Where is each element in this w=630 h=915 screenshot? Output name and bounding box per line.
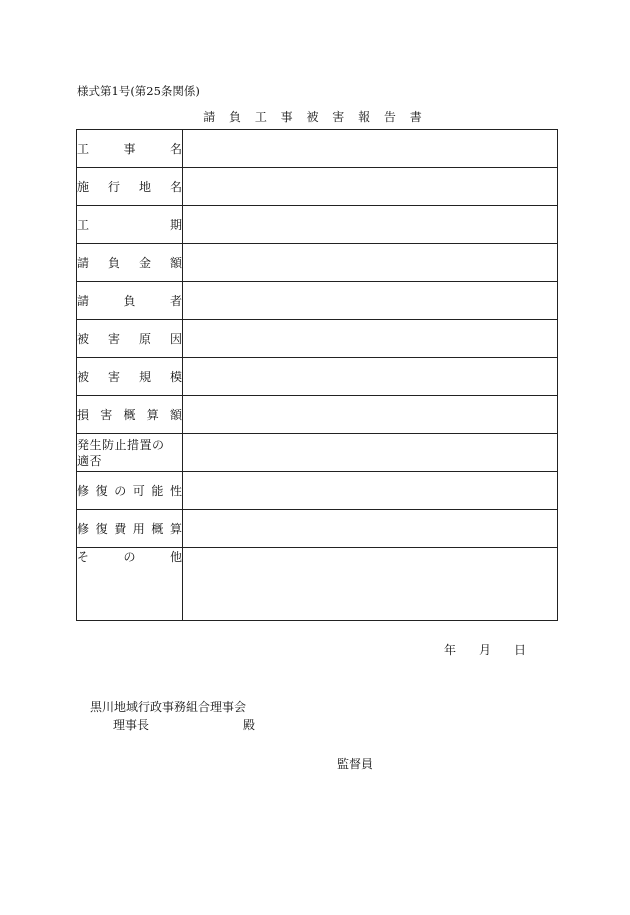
value-contractor[interactable]	[183, 282, 558, 320]
label-char: の	[114, 484, 127, 498]
label-damage-cause	[77, 320, 183, 358]
row-estimated-loss	[77, 396, 558, 434]
row-site-location	[77, 168, 558, 206]
label-char: 行	[107, 180, 120, 194]
label-contractor	[77, 282, 183, 320]
date-line	[444, 641, 526, 658]
row-repair-feasibility	[77, 472, 558, 510]
label-char: 概	[123, 408, 136, 422]
label-char: 負	[123, 294, 136, 308]
label-char: 請	[77, 256, 90, 270]
label-line: 適否	[77, 453, 103, 468]
label-char: 算	[169, 522, 182, 536]
date-day: 日	[513, 643, 526, 657]
label-char: 工	[77, 142, 90, 156]
addressee-organization: 黒川地域行政事務組合理事会	[90, 700, 247, 714]
label-char: 修	[77, 522, 90, 536]
label-repair-feasibility	[77, 472, 183, 510]
label-other	[77, 548, 183, 621]
label-char: 請	[77, 294, 90, 308]
value-contract-amount[interactable]	[183, 244, 558, 282]
addressee-title: 理事長	[113, 718, 150, 732]
label-char: 可	[132, 484, 145, 498]
form-number: 様式第1号(第25条関係)	[77, 84, 200, 98]
label-prevention-measures	[77, 434, 183, 472]
label-char: 能	[151, 484, 164, 498]
label-char: 損	[77, 408, 90, 422]
row-other	[77, 548, 558, 621]
row-contractor	[77, 282, 558, 320]
value-construction-name[interactable]	[183, 130, 558, 168]
label-char: 名	[169, 180, 182, 194]
label-char: 額	[169, 256, 182, 270]
label-char: 復	[95, 522, 108, 536]
label-char: 害	[107, 370, 120, 384]
row-construction-name	[77, 130, 558, 168]
value-repair-cost[interactable]	[183, 510, 558, 548]
label-char: 修	[77, 484, 90, 498]
label-estimated-loss	[77, 396, 183, 434]
value-other[interactable]	[183, 548, 558, 621]
row-repair-cost	[77, 510, 558, 548]
label-char: 原	[138, 332, 151, 346]
report-table	[76, 129, 558, 621]
value-damage-scale[interactable]	[183, 358, 558, 396]
label-construction-period	[77, 206, 183, 244]
value-construction-period[interactable]	[183, 206, 558, 244]
label-line: 発生防止措置の	[77, 437, 165, 452]
label-char: 地	[138, 180, 151, 194]
label-char: 算	[146, 408, 159, 422]
addressee-honorific: 殿	[243, 718, 256, 732]
label-char: 復	[95, 484, 108, 498]
row-damage-scale	[77, 358, 558, 396]
label-construction-name	[77, 130, 183, 168]
label-char: 他	[169, 550, 182, 564]
label-char: 害	[100, 408, 113, 422]
row-damage-cause	[77, 320, 558, 358]
value-estimated-loss[interactable]	[183, 396, 558, 434]
row-prevention-measures	[77, 434, 558, 472]
value-site-location[interactable]	[183, 168, 558, 206]
label-char: 金	[138, 256, 151, 270]
document-title: 請 負 工 事 被 害 報 告 書	[203, 110, 427, 124]
date-month: 月	[478, 643, 491, 657]
label-char: 用	[132, 522, 145, 536]
value-damage-cause[interactable]	[183, 320, 558, 358]
label-char: 因	[169, 332, 182, 346]
row-construction-period	[77, 206, 558, 244]
label-char: 工	[77, 218, 90, 232]
label-char: 概	[151, 522, 164, 536]
label-char: そ	[77, 550, 90, 564]
label-char: 名	[169, 142, 182, 156]
label-char: 被	[77, 370, 90, 384]
value-repair-feasibility[interactable]	[183, 472, 558, 510]
label-char: 事	[123, 142, 136, 156]
label-char: 施	[77, 180, 90, 194]
inspector-label: 監督員	[337, 757, 374, 771]
label-char: 規	[138, 370, 151, 384]
label-char: 額	[169, 408, 182, 422]
label-char: 被	[77, 332, 90, 346]
label-char: 費	[114, 522, 127, 536]
label-char: の	[123, 550, 136, 564]
label-repair-cost	[77, 510, 183, 548]
row-contract-amount	[77, 244, 558, 282]
label-contract-amount	[77, 244, 183, 282]
label-char: 負	[107, 256, 120, 270]
date-year: 年	[444, 643, 457, 657]
label-char: 模	[169, 370, 182, 384]
label-char: 性	[169, 484, 182, 498]
label-site-location	[77, 168, 183, 206]
value-prevention-measures[interactable]	[183, 434, 558, 472]
label-char: 害	[107, 332, 120, 346]
label-damage-scale	[77, 358, 183, 396]
label-char: 者	[169, 294, 182, 308]
label-char: 期	[169, 218, 182, 232]
